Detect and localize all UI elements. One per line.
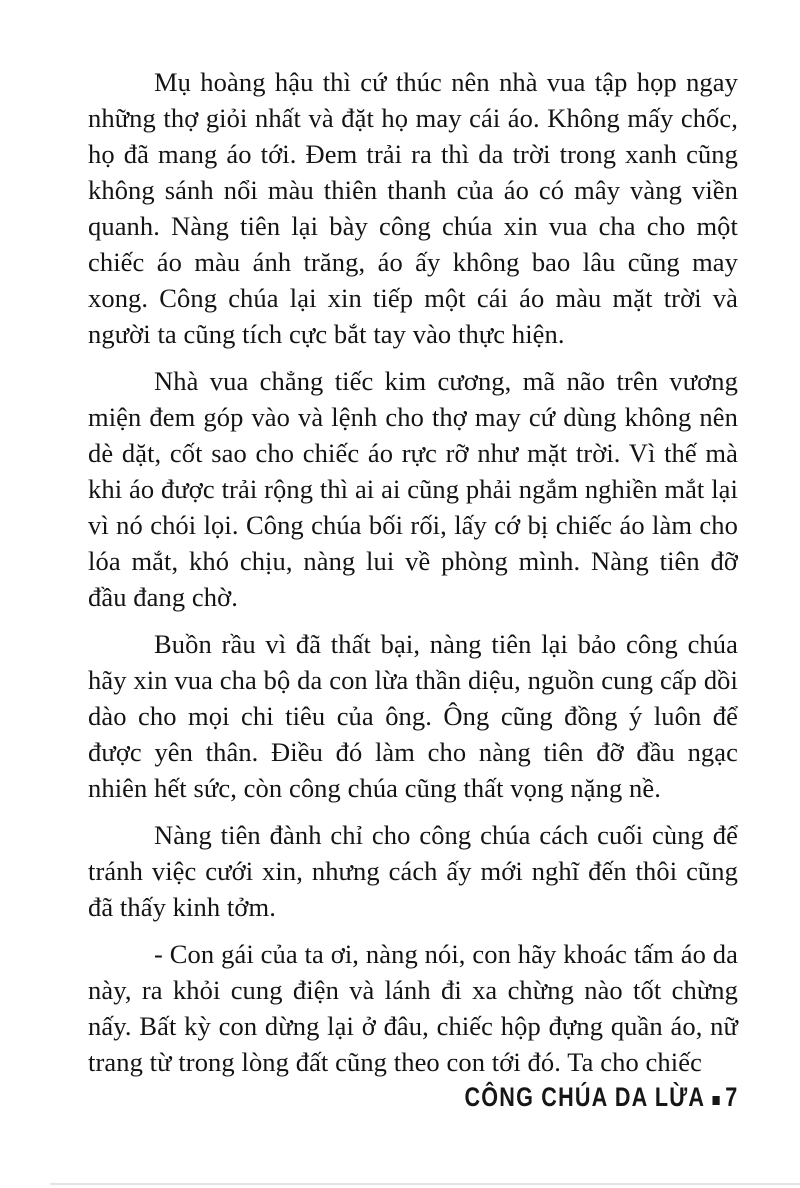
paragraph: Buồn rầu vì đã thất bại, nàng tiên lại bảo công chúa hãy xin vua cha bộ da con lừa thần diệu, nguồn cung cấp dồi dào cho mọi chi tiêu của ông. Ông cũng đồng ý luôn để được yên thân. Điều đó làm cho nàng tiên đỡ đầu ngạc nhiên hết sức, còn công chúa cũng thất vọng nặng nề. [88,629,738,803]
footer-book-title: CÔNG CHÚA DA LỪA [464,1082,705,1112]
page-footer [464,1082,738,1113]
page-number: 7 [724,1082,738,1112]
paragraph: Nhà vua chẳng tiếc kim cương, mã não trên vương miện đem góp vào và lệnh cho thợ may cứ dùng không nên dè dặt, cốt sao cho chiếc áo rực rỡ như mặt trời. Vì thế mà khi áo được trải rộng thì ai ai cũng phải ngắm nghiền mắt lại vì nó chói lọi. Công chúa bối rối, lấy cớ bị chiếc áo làm cho lóa mắt, khó chịu, nàng lui về phòng mình. Nàng tiên đỡ đầu đang chờ. [88,366,738,612]
paragraph: - Con gái của ta ơi, nàng nói, con hãy khoác tấm áo da này, ra khỏi cung điện và lánh đi xa chừng nào tốt chừng nấy. Bất kỳ con dừng lại ở đâu, chiếc hộp đựng quần áo, nữ trang từ trong lòng đất cũng theo con tới đó. Ta cho chiếc [88,939,738,1077]
paragraph: Mụ hoàng hậu thì cứ thúc nên nhà vua tập họp ngay những thợ giỏi nhất và đặt họ may cái áo. Không mấy chốc, họ đã mang áo tới. Đem trải ra thì da trời trong xanh cũng không sánh nổi màu thiên thanh của áo có mây vàng viền quanh. Nàng tiên lại bày công chúa xin vua cha cho một chiếc áo màu ánh trăng, áo ấy không bao lâu cũng may xong. Công chúa lại xin tiếp một cái áo màu mặt trời và người ta cũng tích cực bắt tay vào thực hiện. [88,67,738,349]
paragraph: Nàng tiên đành chỉ cho công chúa cách cuối cùng để tránh việc cưới xin, nhưng cách ấy mới nghĩ đến thôi cũng đã thấy kinh tởm. [88,820,738,922]
body-text [88,64,738,1091]
scan-edge-artifact [50,1183,800,1185]
square-separator-icon [712,1096,719,1105]
